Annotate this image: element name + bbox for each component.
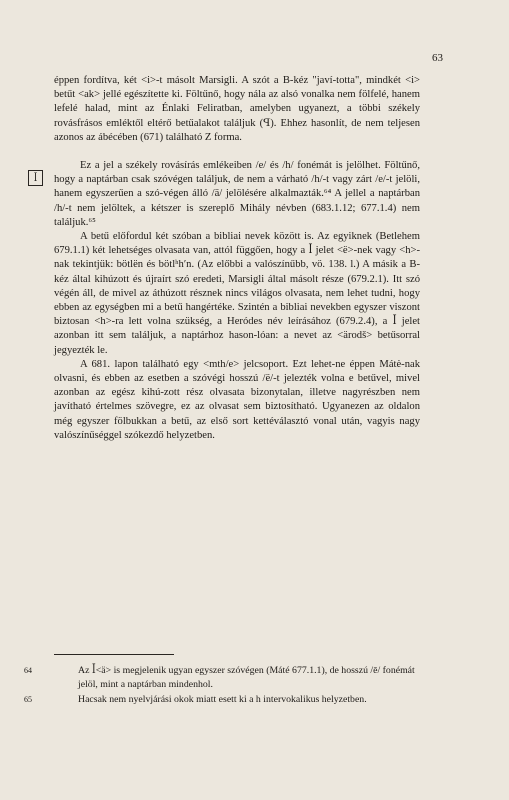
paragraph-4: A 681. lapon található egy <mth/e> jelcsoport. Ezt lehet-ne éppen Mátė-nak olvasni, és ebben az esetben a szóvégi hosszú /ë/-t jelezték volna e betűvel, mivel azonban az egész kihú-zott rész olvasata bizonytalan, illetve nagyrészben nem javítható értelmes szövegre, ez az olvasat sem biztosítható. Ugyanezen az oldalon még egyszer fölbukkan a betű, az első sort kettéválasztó vonal után, vagyis nagy valószínűséggel szókezdő helyzetben. — [54, 358, 420, 441]
main-text — [54, 74, 420, 443]
footnote-text: Hacsak nem nyelvjárási okok miatt esett ki a h intervokalikus helyzetben. — [78, 694, 367, 705]
footnote-number: 64 — [24, 666, 32, 675]
margin-rune-glyph: ꟾ — [28, 170, 43, 186]
paragraph-3: A betű előfordul két szóban a bibliai nevek között is. Az egyiknek (Betlehem 679.1.1) két lehetséges olvasata van, attól függően, hogy a ꟾ jelet <ë>-nek vagy <h>-nak tekintjük: bötlën és bötlʰhʹn. (Az előbbi a valószínűbb, vö. 138. l.) A másik a B-kéz által kihúzott és újraírt szó eredeti, Marsigli által másolt része (679.2.1). Itt szó végén áll, de mivel az áthúzott résznek nincs világos olvasata, nem lehet tudni, hogy ebben az egységben mi a betű hangértéke. Szintén a bibliai nevekben egyszer viszont biztosan <h>-ra lett volna szükség, a Heródes név leírásához (679.2.4), a ꟾ jelet azonban itt sem találjuk, a naptárhoz hason-lóan: a nevet az <ärodš> betűsorral jegyezték le. — [54, 231, 420, 356]
footnote-64 — [24, 664, 420, 691]
footnote-text: Az ꟾ<ä> is megjelenik ugyan egyszer szóvégen (Máté 677.1.1), de hosszú /ē/ fonémát jelöl, mint a naptárban mindenhol. — [78, 665, 415, 690]
footnote-number: 65 — [24, 695, 32, 704]
footnote-65 — [24, 693, 420, 707]
paragraph-2: Ez a jel a székely rovásírás emlékeiben /e/ és /h/ fonémát is jelölhet. Föltűnő, hogy a naptárban csak szóvégen találjuk, de nem a várható /h/-t vagy zárt /e/-t jelöli, hanem egyszerűen a szó-végen álló /ä/ jelölésére alkalmazták.⁶⁴ A jellel a naptárban /h/-t nem jelöltek, a kétszer is szereplő Mihály névben (683.1.12; 677.1.4) nem találjuk.⁶⁵ — [54, 160, 420, 228]
footnote-divider — [54, 654, 174, 655]
paragraph-1: éppen fordítva, két <i>-t másolt Marsigli. A szót a B-kéz "javí-totta", mindkét <i> betűt <ak> jellé egészítette ki. Föltűnő, hogy nála az alsó vonalka nem fölfelé, hanem lefelé halad, mint az Énlaki Feliratban, amelyben ugyanezt, a többi székely rovásfrásos emléktől eltérő betűalakot találjuk (ꟼ). Ehhez hasonlít, de nem teljesen azonos az ábécében (671) található Z forma. — [54, 75, 420, 143]
page-number: 63 — [432, 52, 443, 64]
footnotes — [24, 664, 420, 709]
